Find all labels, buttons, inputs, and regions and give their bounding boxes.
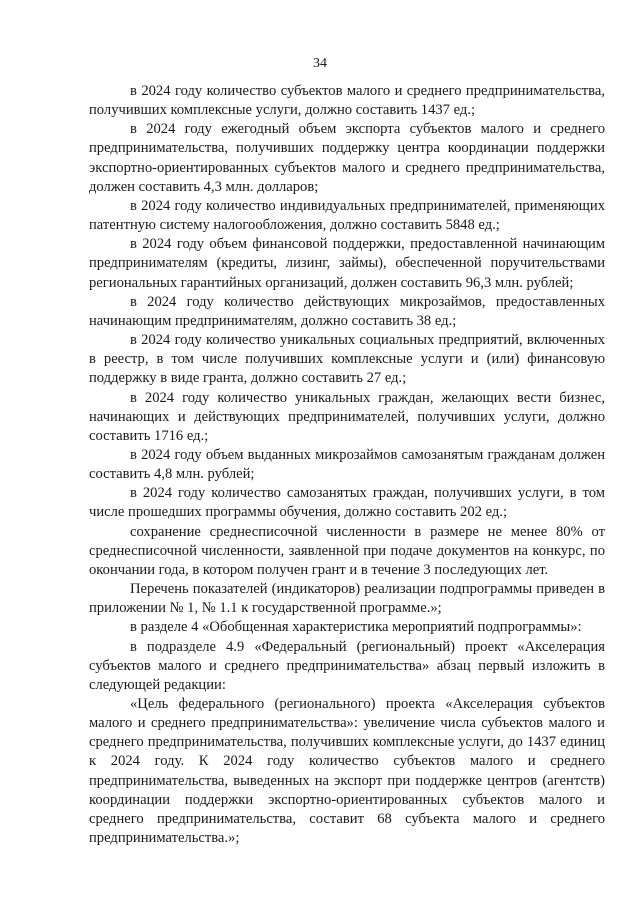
paragraph: в 2024 году количество уникальных социальных предприятий, включенных в реестр, в том числе получивших комплексные услуги и (или) финансовую поддержку в виде гранта, должно составить 27 ед.; [89, 332, 605, 387]
paragraph: в разделе 4 «Обобщенная характеристика мероприятий подпрограммы»: [130, 619, 582, 636]
paragraph: в 2024 году объем выданных микрозаймов самозанятым гражданам должен составить 4,8 млн. рублей; [89, 446, 605, 483]
paragraph: в 2024 году количество действующих микрозаймов, предоставленных начинающим предпринимателям, должно составить 38 ед.; [89, 293, 605, 329]
document-body [89, 82, 605, 848]
paragraph: в 2024 году количество индивидуальных предпринимателей, применяющих патентную систему налогообложения, должно составить 5848 ед.; [89, 197, 605, 234]
paragraph: в 2024 году количество уникальных граждан, желающих вести бизнес, начинающих и действующих предпринимателей, получивших услуги, должно составить 1716 ед.; [89, 389, 605, 444]
paragraph: в 2024 году объем финансовой поддержки, предоставленной начинающим предпринимателям (кредиты, лизинг, займы), обеспеченной поручительствами региональных гарантийных организаций, должен составить 96,3 млн. рублей; [89, 236, 605, 291]
paragraph: Перечень показателей (индикаторов) реализации подпрограммы приведен в приложении № 1, № 1.1 к государственной программе.»; [89, 581, 605, 617]
page-number: 34 [313, 56, 327, 71]
paragraph: в 2024 году количество субъектов малого и среднего предпринимательства, получивших комплексные услуги, должно составить 1437 ед.; [89, 83, 605, 119]
paragraph: в 2024 году ежегодный объем экспорта субъектов малого и среднего предпринимательства, получивших поддержку центра координации поддержки экспортно-ориентированных субъектов малого и среднего предпринимательства, должен составить 4,3 млн. долларов; [89, 121, 605, 195]
paragraph: «Цель федерального (регионального) проекта «Акселерация субъектов малого и среднего предпринимательства»: увеличение числа субъектов малого и среднего предпринимательства, получивших комплексные услуги, до 1437 единиц к 2024 году. К 2024 году количество субъектов малого и среднего предпринимательства, выведенных на экспорт при поддержке центров (агентств) координации поддержки экспортно-ориентированных субъектов малого и среднего предпринимательства, составит 68 субъекта малого и среднего предпринимательства.»; [89, 696, 605, 847]
paragraph: в 2024 году количество самозанятых граждан, получивших услуги, в том числе прошедших программы обучения, должно составить 202 ед.; [89, 485, 605, 521]
paragraph: в подразделе 4.9 «Федеральный (региональный) проект «Акселерация субъектов малого и среднего предпринимательства» абзац первый изложить в следующей редакции: [89, 638, 605, 693]
paragraph: сохранение среднесписочной численности в размере не менее 80% от среднесписочной численности, заявленной при подаче документов на конкурс, по окончании года, в котором получен грант и в течение 3 последующих лет. [89, 523, 605, 578]
